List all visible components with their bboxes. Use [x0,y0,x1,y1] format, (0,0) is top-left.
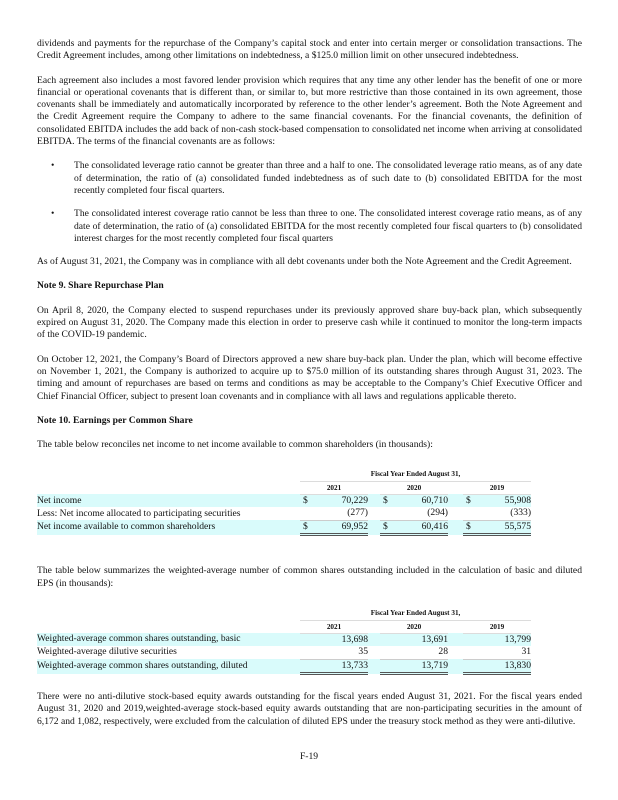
currency-symbol: $ [463,520,477,535]
column-header-year: 2019 [463,620,531,633]
net-income-table [37,468,582,536]
table-row: Net income $ 70,229 $ 60,710 $ 55,908 [37,494,532,506]
covenant-list [37,160,582,245]
table-span-header: Fiscal Year Ended August 31, [300,468,531,481]
column-header-year: 2020 [380,620,448,633]
paragraph-favored-lender: Each agreement also includes a most favored lender provision which requires that any time any other lender has the benefit of one or more financial or operational covenants that is different than, or similar to, but more restrictive than those contained in its own agreement, those covenants shall be immediately and automatically incorporated by reference to the other lender’s agreement. Both the Note Agreement and the Credit Agreement require the Company to adhere to the same financial covenants. For the financial covenants, the definition of consolidated EBITDA includes the add back of non-cash stock-based compensation to consolidated net income when arriving at consolidated EBITDA. The terms of the financial covenants are as follows: [37,74,582,148]
table-span-header: Fiscal Year Ended August 31, [300,607,531,620]
note10-intro-net-income: The table below reconciles net income to net income available to common shareholders (in thousands): [37,439,433,451]
paragraph-compliance: As of August 31, 2021, the Company was in compliance with all debt covenants under both the Note Agreement and the Credit Agreement. [37,256,572,268]
covenant-item-leverage: • The consolidated leverage ratio cannot be greater than three and a half to one. The consolidated leverage ratio means, as of any date of determination, the ratio of (a) consolidated funded indebtedness as of such date to (b) consolidated EBITDA for the most recently completed four fiscal quarters. [51,160,582,196]
currency-symbol: $ [380,520,394,535]
table-row: Weighted-average common shares outstanding, basic 13,698 13,691 13,799 [37,633,532,645]
column-header-year: 2021 [300,620,368,633]
document-page [37,38,582,728]
table-row: Net income available to common shareholders $ 69,952 $ 60,416 $ 55,575 [37,520,582,535]
column-header-year: 2019 [463,481,531,494]
page-number: F-19 [299,751,319,762]
table-row: Weighted-average common shares outstanding, diluted 13,733 13,719 13,830 [37,659,582,674]
note9-paragraph-new-plan: On October 12, 2021, the Company’s Board of Directors approved a new share buy-back plan. Under the plan, which will become effective on November 1, 2021, the Company is authorized to acquire up to $75.0 million of its outstanding shares through August 31, 2023. The timing and amount of repurchases are based on terms and conditions as may be acceptable to the Company’s Chief Executive Officer and Chief Financial Officer, subject to present loan covenants and in compliance with all laws and regulations applicable thereto. [37,353,582,402]
currency-symbol: $ [463,494,477,507]
weighted-shares-table [37,607,582,675]
bullet-icon: • [51,160,55,172]
column-header-year: 2020 [380,481,448,494]
paragraph-credit-agreement: dividends and payments for the repurchase of the Company’s capital stock and enter into certain merger or consolidation transactions. The Credit Agreement includes, among other limitations on indebtedness, a $125.0 million limit on other unsecured indebtedness. [37,38,582,62]
table-row: Less: Net income allocated to participating securities (277) (294) (333) [37,507,532,519]
note10-intro-shares: The table below summarizes the weighted-average number of common shares outstanding included in the calculation of basic and diluted EPS (in thousands): [37,565,582,589]
note10-heading: Note 10. Earnings per Common Share [37,414,193,426]
currency-symbol: $ [380,494,394,507]
note10-closing-paragraph: There were no anti-dilutive stock-based equity awards outstanding for the fiscal years ended August 31, 2021. For the fiscal years ended August 31, 2020 and 2019,weighted-average stock-based equity awards outstanding that are non-participating securities in the amount of 6,172 and 1,082, respectively, were excluded from the calculation of diluted EPS under the treasury stock method as they were anti-dilutive. [37,691,582,727]
note9-paragraph-suspend: On April 8, 2020, the Company elected to suspend repurchases under its previously approved share buy-back plan, which subsequently expired on August 31, 2020. The Company made this election in order to preserve cash while it continued to monitor the long-term impacts of the COVID-19 pandemic. [37,304,582,341]
table-row: Weighted-average dilutive securities 35 28 31 [37,646,532,658]
currency-symbol: $ [300,494,314,507]
bullet-icon: • [51,208,55,220]
note9-heading: Note 9. Share Repurchase Plan [37,280,164,292]
covenant-item-interest: • The consolidated interest coverage ratio cannot be less than three to one. The consolidated interest coverage ratio means, as of any date of determination, the ratio of (a) consolidated EBITDA for the most recently completed four fiscal quarters to (b) consolidated interest charges for the most recently completed four fiscal quarters [51,208,582,244]
currency-symbol: $ [300,520,314,535]
column-header-year: 2021 [300,481,368,494]
